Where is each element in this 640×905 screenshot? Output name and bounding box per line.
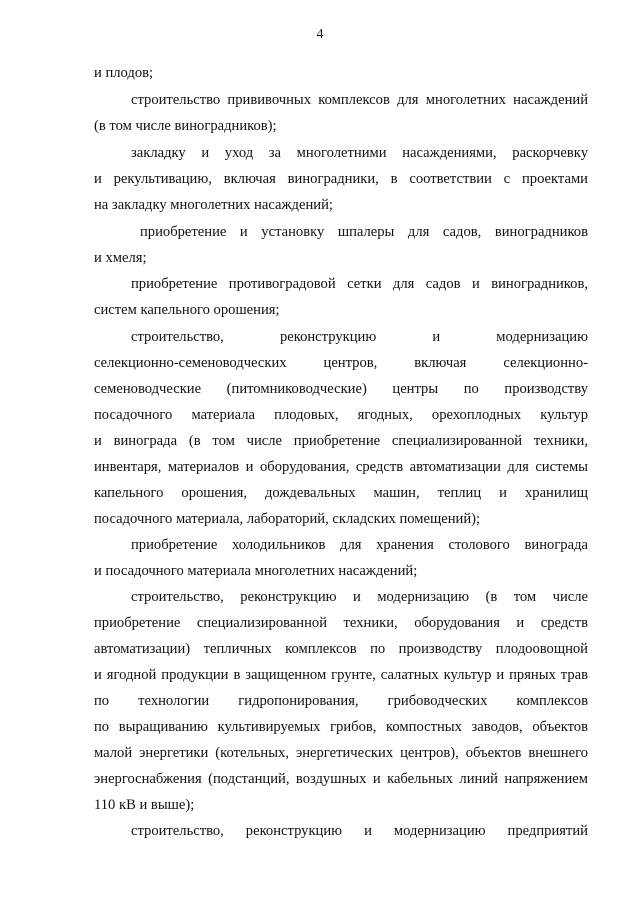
text-line: строительство прививочных комплексов для многолетних насаждений bbox=[131, 92, 588, 108]
text-line: и винограда (в том числе приобретение специализированной техники, bbox=[94, 433, 588, 449]
text-line: автоматизации) тепличных комплексов по производству плодоовощной bbox=[94, 641, 588, 657]
text-line: энергоснабжения (подстанций, воздушных и кабельных линий напряжением bbox=[94, 771, 588, 787]
text-line: строительство, реконструкцию и модернизацию bbox=[131, 329, 588, 345]
text-line: строительство, реконструкцию и модернизацию (в том числе bbox=[131, 589, 588, 605]
text-line: (в том числе виноградников); bbox=[94, 118, 277, 134]
text-line: посадочного материала, лабораторий, складских помещений); bbox=[94, 511, 481, 527]
text-line: и ягодной продукции в защищенном грунте, салатных культур и пряных трав bbox=[94, 667, 588, 683]
text-line: на закладку многолетних насаждений; bbox=[94, 197, 333, 213]
text-line: посадочного материала плодовых, ягодных, орехоплодных культур bbox=[94, 407, 588, 423]
text-line: приобретение холодильников для хранения столового винограда bbox=[131, 537, 588, 553]
text-line: 110 кВ и выше); bbox=[94, 797, 195, 813]
text-line: по технологии гидропонирования, грибоводческих комплексов bbox=[94, 693, 588, 709]
text-line: и плодов; bbox=[94, 65, 154, 81]
text-line: систем капельного орошения; bbox=[94, 302, 280, 318]
text-line: селекционно-семеноводческих центров, включая селекционно- bbox=[94, 355, 588, 371]
text-line: и хмеля; bbox=[94, 250, 147, 266]
text-line: закладку и уход за многолетними насаждениями, раскорчевку bbox=[131, 145, 588, 161]
text-line: и рекультивацию, включая виноградники, в соответствии с проектами bbox=[94, 171, 588, 187]
text-line: семеноводческие (питомниководческие) центры по производству bbox=[94, 381, 588, 397]
text-line: инвентаря, материалов и оборудования, средств автоматизации для системы bbox=[94, 459, 588, 475]
page-number: 4 bbox=[316, 27, 324, 42]
text-line: строительство, реконструкцию и модернизацию предприятий bbox=[131, 823, 588, 839]
text-line: и посадочного материала многолетних насаждений; bbox=[94, 563, 418, 579]
text-line: по выращиванию культивируемых грибов, компостных заводов, объектов bbox=[94, 719, 588, 735]
text-line: приобретение и установку шпалеры для садов, виноградников bbox=[140, 224, 588, 240]
text-line: капельного орошения, дождевальных машин, теплиц и хранилищ bbox=[94, 485, 588, 501]
text-line: малой энергетики (котельных, энергетических центров), объектов внешнего bbox=[94, 745, 588, 761]
text-line: приобретение специализированной техники, оборудования и средств bbox=[94, 615, 588, 631]
text-line: приобретение противоградовой сетки для садов и виноградников, bbox=[131, 276, 588, 292]
